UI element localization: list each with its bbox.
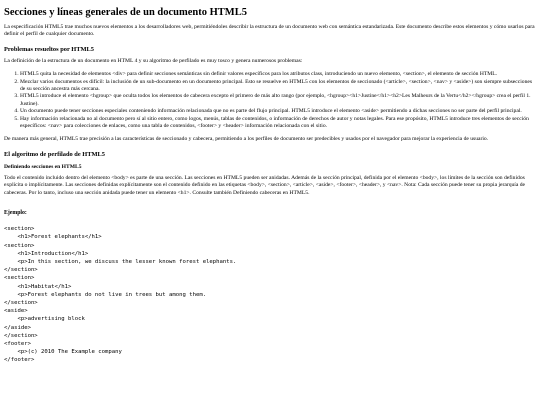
problems-outro: De manera más general, HTML5 trae precisión a las características de seccionado y cabecera, permitiendo a los perfiles de documento ser predecibles y usados por el navegador para mejorar la experiencia de usuario. (4, 136, 489, 143)
list-item: 2. Mezclar varios documentos es difícil: la inclusión de un sub-documento en un documento principal. Esto se resuelve en HTML5 con los elementos de seccionado (<article>, <section>, <nav> y <aside>) son siempre subsecciones de su sección ancestra más cercana. (20, 79, 536, 94)
list-item: 1. HTML5 quita la necesidad de elementos <div> para definir secciones semánticas sin definir valores específicos para los atributos class, introduciendo un nuevo elemento, <section>, el elemento de sección HTML. (20, 71, 536, 78)
list-item: 5. Hay información relacionada no al documento pero sí al sitio entero, como logos, menús, tablas de contenidos, o información de derechos de autor y notas legales. Para ese propósito, HTML5 introduce tres elementos de sección específicos: <nav> para colecciones de enlaces, como una tabla de contenidos, <footer> y <header> información relacionada con el sitio. (20, 116, 536, 131)
page-title: Secciones y líneas generales de un documento HTML5 (4, 7, 247, 18)
problems-intro: La definición de la estructura de un documento en HTML 4 y su algoritmo de perfilado es muy tosco y genera numerosos problemas: (4, 57, 303, 64)
intro-paragraph: La especificación HTML5 trae muchos nuevos elementos a los desarrolladores web, permitiéndoles describir la estructura de un documento web con semántica estandarizada. Este documento describe estos elementos y cómo usarlos para definir el perfil de cualquier documento. (4, 24, 535, 38)
problems-list (4, 71, 536, 130)
sections-paragraph: Todo el contenido incluido dentro del elemento <body> es parte de una sección. Las secciones en HTML5 pueden ser anidadas. Además de la sección principal, definida por el elemento <body>, los límites de la sección son definidos explícita o implícitamente. Las secciones definidas explícitamente son el contenido definido en las etiquetas <body>, <section>, <article>, <aside>, <footer>, <header>, y <nav>. Nota: Cada sección puede tener su propia jerarquía de cabeceras. Por lo tanto, incluso una sección anidada puede tener un elemento <h1>. Consulte también Definiendo cabeceras en HTML5. (4, 174, 526, 196)
algorithm-heading: El algoritmo de perfilado de HTML5 (4, 150, 106, 158)
example-label: Ejemplo: (4, 210, 27, 217)
example-code-block: <section> <h1>Forest elephants</h1> <section> <h1>Introduction</h1> <p>In this section, we discuss the lesser known forest elephants. </section> <section> <h1>Habitat</h1> <p>Forest elephants do not live in trees but among them. </section> <aside> <p>advertising block </aside> </section> <footer> <p>(c) 2010 The Example company </footer> (4, 226, 237, 364)
list-item: 4. Un documento puede tener secciones especiales conteniendo información relacionada que no es parte del flujo principal. HTML5 introduce el elemento <aside> permitiendo a dichas secciones no ser parte del perfil principal. (20, 108, 536, 115)
sections-subheading: Definiendo secciones en HTML5 (4, 163, 82, 170)
list-item: 3. HTML5 introduce el elemento <hgroup> que oculta todos los elementos de cabecera excepto el primero de más alto rango (por ejemplo, <hgroup><h1>Justine</h1><h2>Les Malheurs de la Vertu</h2></hgroup> crea el perfil 1. Justine). (20, 93, 536, 108)
problems-heading: Problemas resueltos por HTML5 (4, 45, 94, 53)
